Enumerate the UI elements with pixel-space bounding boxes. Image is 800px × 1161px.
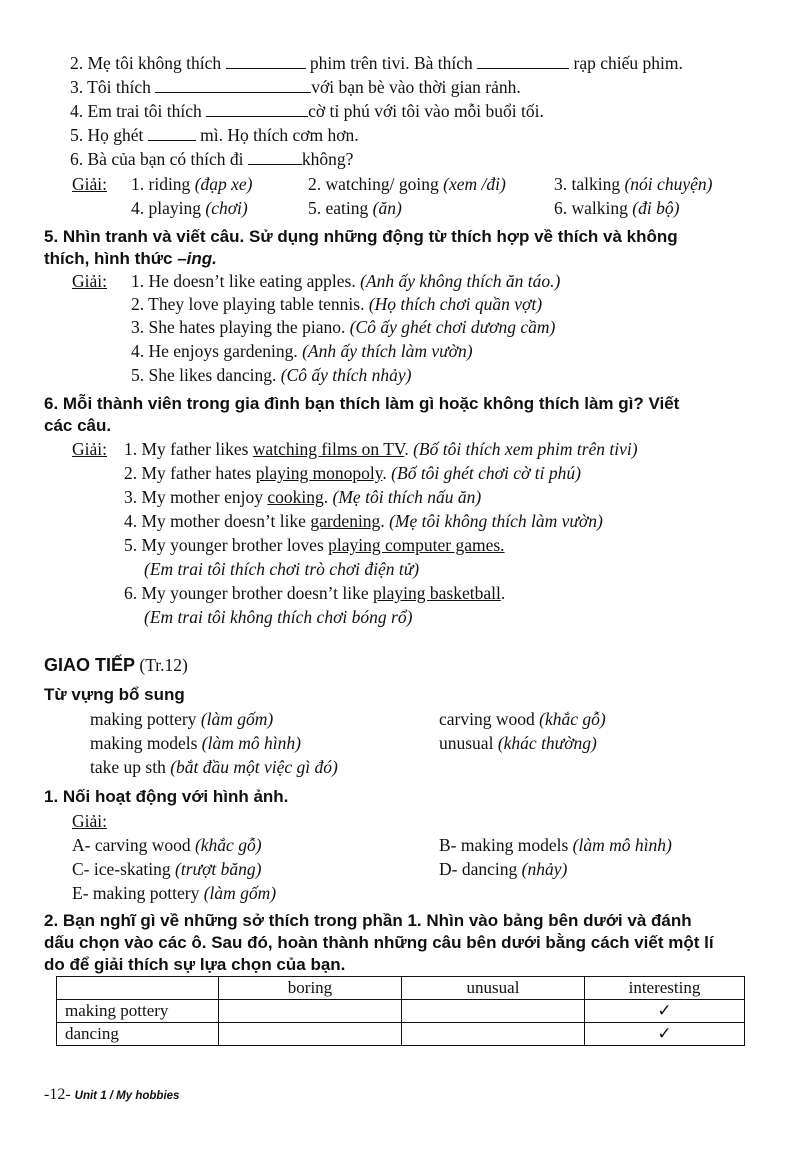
text: 3. talking [554,174,621,194]
answer [308,197,402,219]
translation: (làm mô hình) [201,733,301,753]
answer [554,173,712,195]
text: take up sth [90,757,166,777]
table-header: unusual [402,977,585,1000]
text: C- ice-skating [72,859,171,879]
text: D- dancing [439,859,518,879]
text: 5. My younger brother loves [124,535,329,555]
vocab-item [90,732,301,754]
text: cờ tỉ phú với tôi vào mỗi buổi tối. [308,101,544,121]
text: 4. Em trai tôi thích [70,101,202,121]
text: 3. She hates playing the piano. [131,317,346,337]
translation: (Bố tôi thích xem phim trên tivi) [413,439,638,459]
subsection-heading: Từ vựng bổ sung [44,685,185,704]
answer [554,197,679,219]
text: không? [301,149,354,169]
answer [124,486,481,508]
translation: (Anh ấy không thích ăn táo.) [360,271,561,291]
text: 1. He doesn’t like eating apples. [131,271,356,291]
checkbox-cell[interactable] [402,1000,585,1023]
text: với bạn bè vào thời gian rảnh. [311,77,521,97]
text: B- making models [439,835,569,855]
answer [131,316,555,338]
section-heading [44,248,217,270]
exercise-line [70,124,359,146]
answer [124,462,581,484]
table-header: boring [219,977,402,1000]
translation: (Em trai tôi thích chơi trò chơi điện tử) [144,559,420,579]
text: . [500,583,506,603]
translation: (đi bộ) [632,198,680,218]
table-header-row [57,977,745,1000]
translation: (đạp xe) [194,174,253,194]
exercise-line [70,52,683,74]
page-number: -12- [44,1086,71,1103]
section-heading: 1. Nối hoạt động với hình ảnh. [44,787,289,806]
text: 1. My father likes [124,439,253,459]
text: 5. eating [308,198,369,218]
answer [308,173,506,195]
translation: (làm gốm) [200,709,274,729]
table-cell [57,977,219,1000]
translation: (trượt băng) [175,859,262,879]
page-section-title [44,654,188,676]
text: rạp chiếu phim. [573,53,683,73]
text: gardening [310,511,381,531]
giai-label: Giải: [72,811,107,831]
translation-line [144,558,419,580]
text: 4. playing [131,198,201,218]
answer [131,340,473,362]
vocab-item [90,708,273,730]
translation: (bắt đầu một việc gì đó) [170,757,338,777]
text: 5. Họ ghét [70,125,144,145]
text: 4. My mother doesn’t like [124,511,311,531]
text: unusual [439,733,494,753]
vocab-item [90,756,338,778]
answer [439,834,672,856]
translation: (khắc gỗ) [194,835,262,855]
text: playing basketball [373,583,501,603]
text: mì. Họ thích cơm hơn. [200,125,359,145]
answer [131,364,411,386]
exercise-line [70,76,521,98]
text: making pottery [90,709,197,729]
text: 4. He enjoys gardening. [131,341,298,361]
answer [72,834,262,856]
translation: (Mẹ tôi không thích làm vườn) [389,511,603,531]
vocab-item [439,708,606,730]
text: . [323,487,333,507]
section-heading: do để giải thích sự lựa chọn của bạn. [44,955,346,974]
blank [148,125,196,141]
text: 5. She likes dancing. [131,365,277,385]
answer [124,510,603,532]
unit-label: Unit 1 / My hobbies [74,1090,180,1102]
translation: (Cô ấy ghét chơi dương cầm) [349,317,556,337]
answer [124,534,505,556]
translation-line [144,606,412,628]
text: 6. Bà của bạn có thích đi [70,149,244,169]
checkbox-cell[interactable]: ✓ [585,1000,745,1023]
translation: (nói chuyện) [624,174,713,194]
translation: (Em trai tôi không thích chơi bóng rổ) [144,607,413,627]
blank [248,149,302,165]
text: 6. walking [554,198,628,218]
vocab-item [439,732,597,754]
section-heading: 2. Bạn nghĩ gì về những sở thích trong phần 1. Nhìn vào bảng bên dưới và đánh [44,911,692,930]
text: 2. They love playing table tennis. [131,294,365,314]
text: (Tr.12) [139,655,188,675]
text: 3. Tôi thích [70,77,151,97]
text: carving wood [439,709,535,729]
table-row [57,1023,745,1046]
table-cell: dancing [57,1023,219,1046]
translation: (Bố tôi ghét chơi cờ tỉ phú) [391,463,581,483]
translation: (khác thường) [497,733,597,753]
blank [155,77,311,93]
translation: (Anh ấy thích làm vườn) [302,341,473,361]
section-heading: 6. Mỗi thành viên trong gia đình bạn thích làm gì hoặc không thích làm gì? Viết [44,394,680,413]
giai-label: Giải: [72,271,107,291]
translation: (Họ thích chơi quần vợt) [368,294,543,314]
table-header: interesting [585,977,745,1000]
text: . [382,463,392,483]
checkbox-cell[interactable] [402,1023,585,1046]
blank [226,53,306,69]
blank [206,101,308,117]
answer [131,173,253,195]
text: making models [90,733,198,753]
answer [131,197,248,219]
giai-label: Giải: [72,439,107,459]
page-footer [44,1086,179,1104]
blank [477,53,569,69]
text: A- carving wood [72,835,191,855]
translation: (nhảy) [521,859,568,879]
exercise-line [70,148,353,170]
text: . [404,439,414,459]
answer [124,438,638,460]
checkbox-cell[interactable] [219,1000,402,1023]
translation: (Cô ấy thích nhảy) [280,365,412,385]
translation: (Mẹ tôi thích nấu ăn) [332,487,482,507]
checkbox-cell[interactable]: ✓ [585,1023,745,1046]
answer [72,882,276,904]
text: 1. riding [131,174,191,194]
translation: (khắc gỗ) [539,709,606,729]
answer [72,858,261,880]
text: 2. Mẹ tôi không thích [70,53,222,73]
section-heading: dấu chọn vào các ô. Sau đó, hoàn thành những câu bên dưới bằng cách viết một lí [44,933,714,952]
answer [131,293,542,315]
text: cooking [267,487,324,507]
translation: (ăn) [372,198,402,218]
answer [131,270,560,292]
table-cell: making pottery [57,1000,219,1023]
translation: (làm gốm) [203,883,277,903]
exercise-line [70,100,544,122]
table-row [57,1000,745,1023]
text: E- making pottery [72,883,200,903]
text: . [380,511,390,531]
answer [439,858,567,880]
hobby-rating-table [56,976,745,1046]
text: playing monopoly [255,463,383,483]
translation: (xem /đi) [443,174,506,194]
section-heading: 5. Nhìn tranh và viết câu. Sử dụng những động từ thích hợp về thích và không [44,227,678,246]
text: 2. watching/ going [308,174,439,194]
text: playing computer games. [328,535,505,555]
text: thích, hình thức [44,249,178,268]
giai-label: Giải: [72,174,107,194]
text: 3. My mother enjoy [124,487,268,507]
text: 2. My father hates [124,463,256,483]
text: watching films on TV [252,439,405,459]
section-heading: các câu. [44,416,112,435]
text: 6. My younger brother doesn’t like [124,583,374,603]
text: GIAO TIẾP [44,655,136,675]
translation: (làm mô hình) [572,835,672,855]
checkbox-cell[interactable] [219,1023,402,1046]
answer [124,582,505,604]
text: –ing. [177,249,217,268]
translation: (chơi) [205,198,248,218]
text: phim trên tivi. Bà thích [309,53,473,73]
